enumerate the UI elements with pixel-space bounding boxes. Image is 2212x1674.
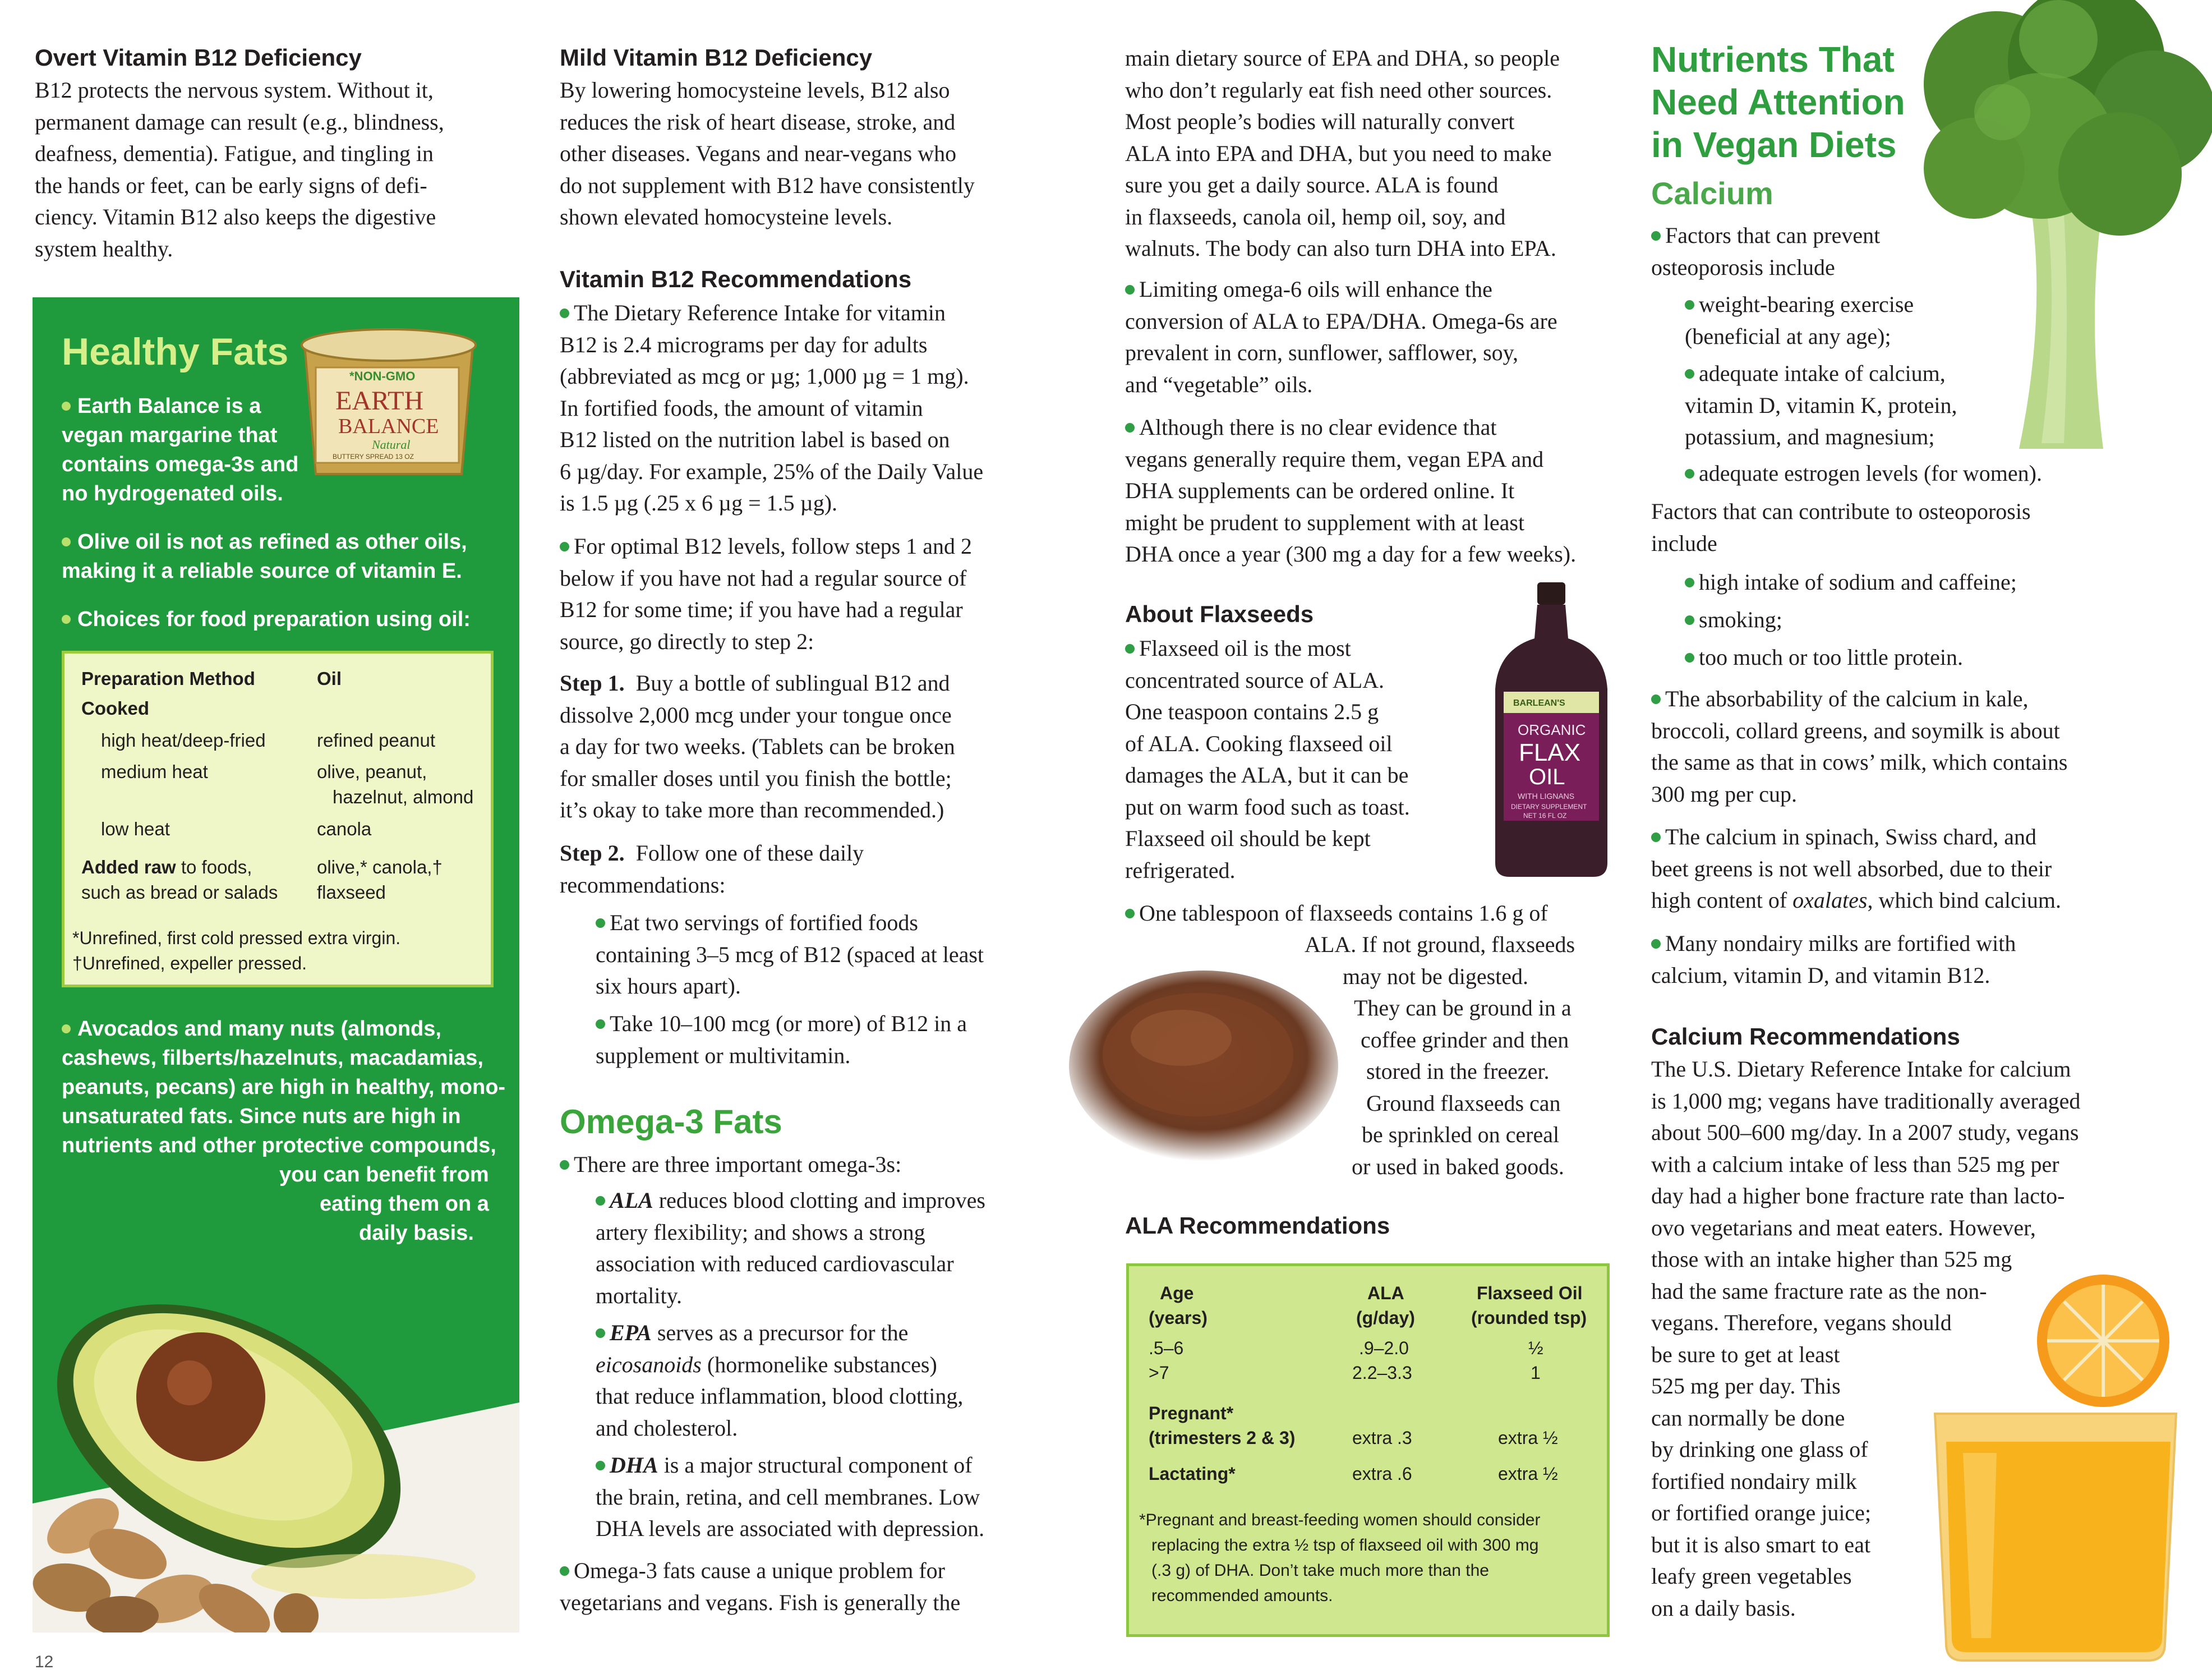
table-cell: low heat	[101, 818, 170, 839]
text-line: you can benefit from	[279, 1163, 489, 1186]
step-2-label: Step 2.	[560, 840, 625, 866]
table-cell: extra ½	[1498, 1428, 1558, 1448]
tub-small-text: BUTTERY SPREAD 13 OZ	[333, 453, 414, 461]
bullet-dot	[596, 1019, 605, 1029]
text-line: Factors that can prevent	[1665, 223, 1881, 248]
bullet-dot	[62, 402, 71, 411]
text-line: below if you have not had a regular source of	[560, 565, 967, 591]
tub-natural-text: Natural	[372, 438, 411, 452]
contrib-list	[1685, 563, 2167, 676]
text-line: in flaxseeds, canola oil, hemp oil, soy, and	[1125, 204, 1506, 229]
oxalates-term: oxalates	[1792, 887, 1868, 913]
oil-preparation-table	[62, 651, 494, 987]
text-line: potassium, and magnesium;	[1685, 424, 1935, 449]
text-line: (beneficial at any age);	[1685, 323, 1891, 349]
text-line: making it a reliable source of vitamin E.	[62, 559, 462, 583]
text-line: but it is also smart to eat	[1651, 1532, 1871, 1557]
text-line: include	[1651, 530, 1717, 556]
heading-line: Need Attention	[1651, 82, 1905, 122]
table-cell: ½	[1528, 1338, 1543, 1358]
text-line: reduces the risk of heart disease, stroke, and	[560, 109, 956, 135]
heading-line: Nutrients That	[1651, 39, 1895, 80]
bullet-dot	[596, 1328, 605, 1338]
bullet-dot	[596, 1196, 605, 1206]
text-line: be sure to get at least	[1651, 1341, 1840, 1367]
table-cell: flaxseed	[317, 882, 386, 903]
text-line: B12 protects the nervous system. Without it,	[35, 77, 434, 103]
step-1	[560, 668, 1064, 826]
bullet-dot	[560, 542, 569, 551]
table-cell: (trimesters 2 & 3)	[1149, 1428, 1296, 1448]
bullet-dot	[1685, 578, 1694, 587]
bullet-dot	[596, 1461, 605, 1470]
text-line: leafy green vegetables	[1651, 1563, 1852, 1589]
bottle-label-1: ORGANIC	[1518, 721, 1586, 738]
step-1-label: Step 1.	[560, 670, 625, 696]
bullet-dot	[1685, 615, 1694, 625]
dha-term: DHA	[610, 1452, 658, 1478]
text-line: One teaspoon contains 2.5 g	[1125, 699, 1379, 724]
text-line: serves as a precursor for the	[651, 1320, 909, 1345]
tub-top-text: *NON-GMO	[349, 369, 416, 383]
text-line: The absorbability of the calcium in kale,	[1665, 686, 2029, 711]
table-cell: olive, peanut,	[317, 761, 427, 782]
bullet-dot	[62, 615, 71, 624]
bullet-dot	[1125, 423, 1135, 433]
olive-oil-bullet	[62, 527, 467, 586]
bullet-dot	[1125, 909, 1135, 918]
omega-intro	[560, 1149, 1064, 1181]
text-line: deafness, dementia). Fatigue, and tingling in	[35, 141, 434, 166]
text-line: source, go directly to step 2:	[560, 628, 814, 654]
epa-item	[596, 1317, 1067, 1444]
text-line: replacing the extra ½ tsp of flaxseed oil with 300 mg	[1151, 1536, 1539, 1555]
text-line: with a calcium intake of less than 525 mg per	[1651, 1151, 2059, 1177]
text-line: is 1,000 mg; vegans have traditionally averaged	[1651, 1088, 2081, 1114]
text-line: about 500–600 mg/day. In a 2007 study, vegans	[1651, 1120, 2079, 1145]
text-line: is a major structural component of	[658, 1452, 973, 1478]
text-line: do not supplement with B12 have consistently	[560, 172, 975, 198]
omega-continued-paragraph	[1125, 43, 1630, 265]
step-2	[560, 838, 1064, 901]
text-line: vegetarians and vegans. Fish is generally the	[560, 1589, 961, 1615]
table-header: ALA	[1367, 1283, 1404, 1303]
flaxseed-pile-image	[1058, 942, 1349, 1178]
table-cell: hazelnut, almond	[333, 787, 474, 807]
text-line: those with an intake higher than 525 mg	[1651, 1247, 2012, 1272]
mild-b12-paragraph	[560, 75, 1064, 233]
epa-term: EPA	[610, 1320, 652, 1345]
text-line: Flaxseed oil should be kept	[1125, 826, 1371, 851]
text-line: other diseases. Vegans and near-vegans who	[560, 141, 957, 166]
list-item: too much or too little protein.	[1699, 645, 1964, 670]
bullet-dot	[560, 1160, 569, 1170]
table-header: (years)	[1149, 1308, 1208, 1328]
text-line: The U.S. Dietary Reference Intake for calcium	[1651, 1056, 2071, 1082]
text-line: eating them on a	[320, 1192, 489, 1216]
nutrients-heading	[1651, 38, 1905, 166]
text-line: cashews, filberts/hazelnuts, macadamias,	[62, 1046, 483, 1070]
text-line: six hours apart).	[596, 973, 741, 999]
text-line: vegans. Therefore, vegans should	[1651, 1310, 1952, 1335]
text-line: 300 mg per cup.	[1651, 781, 1797, 807]
text-line: can normally be done	[1651, 1405, 1845, 1431]
text-line: may not be digested.	[1343, 963, 1529, 989]
text-line: of ALA. Cooking flaxseed oil	[1125, 730, 1393, 756]
oil-choices-bullet	[62, 605, 471, 634]
avocado-nuts-image	[33, 1262, 519, 1632]
tub-brand-line-1: EARTH	[335, 386, 424, 416]
text-line: by drinking one glass of	[1651, 1437, 1868, 1462]
ala-term: ALA	[610, 1188, 653, 1213]
bullet-dot	[560, 1566, 569, 1576]
table-cell: high heat/deep-fried	[101, 730, 266, 751]
text-line: ciency. Vitamin B12 also keeps the digestive	[35, 204, 436, 229]
text-line: DHA supplements can be ordered online. It	[1125, 478, 1515, 503]
bullet-dot	[62, 1024, 71, 1033]
text-line: *Pregnant and breast-feeding women should consider	[1139, 1511, 1541, 1529]
table-cell: medium heat	[101, 761, 208, 782]
omega-3-heading: Omega-3 Fats	[560, 1103, 782, 1140]
text-line: One tablespoon of flaxseeds contains 1.6 g of	[1139, 900, 1548, 926]
text-line: walnuts. The body can also turn DHA into EPA.	[1125, 236, 1556, 261]
text-line: B12 listed on the nutrition label is based on	[560, 427, 950, 452]
table-footnote	[1139, 1507, 1540, 1608]
text-line: They can be ground in a	[1354, 995, 1572, 1020]
table-header-oil: Oil	[317, 668, 342, 689]
text-line: damages the ALA, but it can be	[1125, 762, 1409, 788]
table-header: (rounded tsp)	[1471, 1308, 1587, 1328]
bottle-label-6: NET 16 FL OZ	[1523, 812, 1567, 820]
bullet-dot	[596, 918, 605, 928]
supplement-bullet	[1125, 412, 1630, 571]
text-line: and “vegetable” oils.	[1125, 371, 1313, 397]
text-line: Follow one of these daily	[635, 840, 864, 866]
text-line: be sprinkled on cereal	[1362, 1122, 1560, 1147]
bottle-label-2: FLAX	[1519, 739, 1581, 766]
text-line: Although there is no clear evidence that	[1139, 415, 1497, 440]
text-line: The calcium in spinach, Swiss chard, and	[1665, 824, 2037, 849]
flaxseeds-bullet-line-1	[1125, 898, 1630, 930]
table-cell: Pregnant*	[1149, 1403, 1234, 1423]
text-line: (abbreviated as mcg or µg; 1,000 µg = 1 mg).	[560, 364, 969, 389]
list-item: high intake of sodium and caffeine;	[1699, 569, 2017, 595]
text-line: supplement or multivitamin.	[596, 1042, 851, 1068]
earth-balance-bullet	[62, 392, 308, 508]
bullet-dot	[62, 537, 71, 546]
text-line: had the same fracture rate as the non-	[1651, 1278, 1987, 1304]
bullet-dot	[1125, 285, 1135, 295]
bullet-dot	[1685, 469, 1694, 479]
bullet-dot	[1651, 231, 1661, 241]
avocado-nuts-bullet	[62, 1014, 519, 1248]
text-line: recommendations:	[560, 872, 726, 898]
text-line: recommended amounts.	[1151, 1586, 1333, 1605]
bottle-label-5: DIETARY SUPPLEMENT	[1511, 803, 1587, 811]
text-line: Most people’s bodies will naturally convert	[1125, 109, 1515, 134]
text-line: There are three important omega-3s:	[574, 1152, 902, 1177]
flax-oil-bottle-image	[1484, 582, 1619, 880]
text-line: the same as that in cows’ milk, which contains	[1651, 749, 2068, 775]
text-line: 525 mg per day. This	[1651, 1373, 1841, 1399]
text-line: unsaturated fats. Since nuts are high in	[62, 1105, 461, 1128]
text-line: For optimal B12 levels, follow steps 1 and 2	[574, 534, 972, 559]
orange-juice-image	[1924, 1273, 2212, 1666]
text-line: the hands or feet, can be early signs of defi-	[35, 172, 427, 198]
text-line: stored in the freezer.	[1366, 1059, 1550, 1084]
text-line: artery flexibility; and shows a strong	[596, 1219, 925, 1245]
text-fragment: , which bind calcium.	[1867, 887, 2061, 913]
text-line: vitamin D, vitamin K, protein,	[1685, 392, 1957, 418]
overt-b12-heading: Overt Vitamin B12 Deficiency	[35, 44, 362, 71]
spinach-bullet	[1651, 821, 2190, 917]
text-line: dissolve 2,000 mcg under your tongue once	[560, 702, 952, 728]
table-footnote: †Unrefined, expeller pressed.	[72, 953, 307, 973]
table-cell: >7	[1149, 1363, 1169, 1383]
text-line: Earth Balance is a	[77, 394, 261, 418]
table-cell: olive,* canola,†	[317, 857, 443, 877]
text-line: permanent damage can result (e.g., blindness,	[35, 109, 444, 135]
overt-b12-paragraph	[35, 75, 540, 265]
table-cell	[81, 854, 252, 880]
bullet-dot	[1651, 939, 1661, 949]
table-cell: .9–2.0	[1359, 1338, 1409, 1358]
text-line: Flaxseed oil is the most	[1139, 636, 1351, 661]
text-line: Avocados and many nuts (almonds,	[77, 1017, 441, 1041]
text-line: adequate intake of calcium,	[1699, 361, 1946, 386]
text-line: broccoli, collard greens, and soymilk is about	[1651, 718, 2060, 743]
text-line: Take 10–100 mcg (or more) of B12 in a	[610, 1011, 967, 1036]
text-line: Olive oil is not as refined as other oils,	[77, 530, 467, 554]
healthy-fats-heading: Healthy Fats	[62, 330, 289, 373]
text-line: is 1.5 µg (.25 x 6 µg = 1.5 µg).	[560, 490, 838, 516]
text-line: for smaller doses until you finish the bottle;	[560, 765, 952, 791]
text-line: or used in baked goods.	[1352, 1153, 1564, 1179]
text-line: 6 µg/day. For example, 25% of the Daily Value	[560, 458, 984, 484]
calcium-recommendations-heading: Calcium Recommendations	[1651, 1023, 1960, 1050]
text-line: daily basis.	[359, 1221, 474, 1245]
text-line: DHA once a year (300 mg a day for a few weeks).	[1125, 541, 1577, 567]
text-line: association with reduced cardiovascular	[596, 1251, 954, 1276]
text-line: Ground flaxseeds can	[1366, 1090, 1561, 1116]
table-cell: refined peanut	[317, 730, 436, 751]
b12-recommendations-heading: Vitamin B12 Recommendations	[560, 266, 912, 292]
calcium-heading: Calcium	[1651, 176, 1773, 211]
added-raw-label: Added raw	[81, 857, 176, 877]
b12-optimal-bullet	[560, 531, 1064, 657]
bullet-dot	[560, 309, 569, 318]
text-line: shown elevated homocysteine levels.	[560, 204, 893, 229]
table-cell: extra ½	[1498, 1464, 1558, 1484]
text-line: Many nondairy milks are fortified with	[1665, 931, 2016, 956]
bullet-dot	[1125, 644, 1135, 654]
text-line: osteoporosis include	[1651, 254, 1835, 280]
text-line: Omega-3 fats cause a unique problem for	[574, 1558, 945, 1583]
table-cell: Lactating*	[1149, 1464, 1236, 1484]
text-line: fortified nondairy milk	[1651, 1468, 1857, 1494]
text-line: or fortified orange juice;	[1651, 1500, 1872, 1525]
text-line: ALA. If not ground, flaxseeds	[1305, 932, 1575, 957]
bullet-dot	[1685, 300, 1694, 310]
text-line: the brain, retina, and cell membranes. Low	[596, 1484, 980, 1510]
text-line: containing 3–5 mcg of B12 (spaced at least	[596, 941, 984, 967]
text-fragment: (hormonelike substances)	[701, 1351, 937, 1377]
text-line: mortality.	[596, 1282, 683, 1308]
text-line: beet greens is not well absorbed, due to their	[1651, 856, 2052, 881]
text-line: and cholesterol.	[596, 1415, 738, 1441]
text-line: reduces blood clotting and improves	[653, 1188, 985, 1213]
text-line: vegan margarine that	[62, 424, 278, 447]
table-footnote: *Unrefined, first cold pressed extra virgin.	[72, 928, 401, 948]
flaxseeds-heading: About Flaxseeds	[1125, 601, 1314, 627]
text-line: put on warm food such as toast.	[1125, 794, 1410, 820]
eicosanoids-term: eicosanoids	[596, 1351, 702, 1377]
ala-recommendations-heading: ALA Recommendations	[1125, 1212, 1390, 1239]
bullet-dot	[1651, 695, 1661, 704]
text-line: adequate estrogen levels (for women).	[1699, 461, 2042, 486]
bottle-label-3: OIL	[1529, 765, 1565, 789]
text-fragment: to foods,	[176, 857, 252, 877]
text-line: contains omega-3s and	[62, 453, 299, 476]
text-line: it’s okay to take more than recommended.)	[560, 797, 944, 822]
table-header: Age	[1160, 1283, 1194, 1303]
text-line: refrigerated.	[1125, 857, 1236, 883]
omega-problem-bullet	[560, 1555, 1064, 1618]
text-line: concentrated source of ALA.	[1125, 667, 1385, 693]
text-line: ALA into EPA and DHA, but you need to make	[1125, 140, 1552, 166]
ala-recommendations-table	[1126, 1263, 1610, 1637]
broccoli-image	[1918, 0, 2212, 477]
text-line: calcium, vitamin D, and vitamin B12.	[1651, 962, 1990, 988]
table-cell: canola	[317, 818, 372, 839]
text-line: ovo vegetarians and meat eaters. However,	[1651, 1215, 2036, 1240]
text-line: a day for two weeks. (Tablets can be broken	[560, 734, 955, 759]
text-line: that reduce inflammation, blood clotting,	[596, 1383, 964, 1409]
table-cell: extra .3	[1352, 1428, 1412, 1448]
text-line: In fortified foods, the amount of vitamin	[560, 395, 923, 421]
text-line: system healthy.	[35, 236, 173, 261]
text-line: nutrients and other protective compounds,	[62, 1134, 496, 1157]
text-line: (.3 g) of DHA. Don’t take much more than the	[1151, 1561, 1489, 1580]
text-line: Limiting omega-6 oils will enhance the	[1139, 277, 1492, 302]
list-item: smoking;	[1699, 607, 1782, 632]
text-line: Factors that can contribute to osteoporosis	[1651, 499, 2031, 524]
text-line: conversion of ALA to EPA/DHA. Omega-6s are	[1125, 308, 1557, 334]
text-fragment: high content of	[1651, 887, 1793, 913]
text-line: By lowering homocysteine levels, B12 also	[560, 77, 950, 103]
table-header-method: Preparation Method	[81, 668, 255, 689]
text-line: The Dietary Reference Intake for vitamin	[574, 300, 946, 325]
text-line: on a daily basis.	[1651, 1595, 1796, 1621]
absorbability-bullet	[1651, 683, 2190, 810]
bottle-label-4: WITH LIGNANS	[1518, 792, 1575, 801]
text-line: Eat two servings of fortified foods	[610, 910, 918, 935]
text-line: B12 for some time; if you have had a regular	[560, 597, 963, 622]
tub-brand-line-2: BALANCE	[338, 415, 439, 438]
dha-item	[596, 1450, 1067, 1545]
table-cell: 1	[1531, 1363, 1541, 1383]
step-2-option-b	[596, 1008, 1067, 1071]
step-2-option-a	[596, 907, 1067, 1002]
bullet-dot	[1651, 833, 1661, 842]
bottle-brand: BARLEAN'S	[1513, 698, 1565, 708]
ala-item	[596, 1185, 1067, 1312]
table-header: Flaxseed Oil	[1477, 1283, 1583, 1303]
table-cooked-label: Cooked	[81, 698, 150, 719]
nondairy-bullet	[1651, 928, 2190, 991]
text-line: B12 is 2.4 micrograms per day for adults	[560, 332, 928, 357]
text-line: sure you get a daily source. ALA is found	[1125, 172, 1499, 197]
margarine-tub-image	[293, 314, 484, 482]
text-line: peanuts, pecans) are high in healthy, mono-	[62, 1075, 506, 1099]
text-line: DHA levels are associated with depression.	[596, 1516, 985, 1541]
text-line: Choices for food preparation using oil:	[77, 608, 471, 631]
b12-dri-bullet	[560, 297, 1064, 519]
text-line: no hydrogenated oils.	[62, 482, 283, 505]
table-header: (g/day)	[1356, 1308, 1415, 1328]
healthy-fats-panel	[33, 297, 519, 1632]
text-line: vegans generally require them, vegan EPA and	[1125, 446, 1544, 472]
text-line: day had a higher bone fracture rate than lacto-	[1651, 1183, 2065, 1208]
text-line: Buy a bottle of sublingual B12 and	[635, 670, 950, 696]
table-cell: extra .6	[1352, 1464, 1412, 1484]
heading-line: in Vegan Diets	[1651, 125, 1897, 165]
flax-oil-bullet	[1125, 633, 1473, 886]
text-line: coffee grinder and then	[1361, 1027, 1569, 1052]
omega-6-bullet	[1125, 274, 1630, 401]
bullet-dot	[1685, 653, 1694, 663]
table-cell: such as bread or salads	[81, 882, 278, 903]
text-line: might be prudent to supplement with at least	[1125, 509, 1525, 535]
table-cell: .5–6	[1149, 1338, 1184, 1358]
table-cell: 2.2–3.3	[1352, 1363, 1412, 1383]
text-line: prevalent in corn, sunflower, safflower, soy,	[1125, 340, 1519, 365]
text-line: who don’t regularly eat fish need other sources.	[1125, 77, 1552, 103]
text-line: main dietary source of EPA and DHA, so people	[1125, 45, 1560, 71]
bullet-dot	[1685, 369, 1694, 379]
contrib-factors	[1651, 496, 2156, 559]
mild-b12-heading: Mild Vitamin B12 Deficiency	[560, 44, 873, 71]
text-line: weight-bearing exercise	[1699, 292, 1914, 317]
page-number: 12	[35, 1653, 54, 1671]
